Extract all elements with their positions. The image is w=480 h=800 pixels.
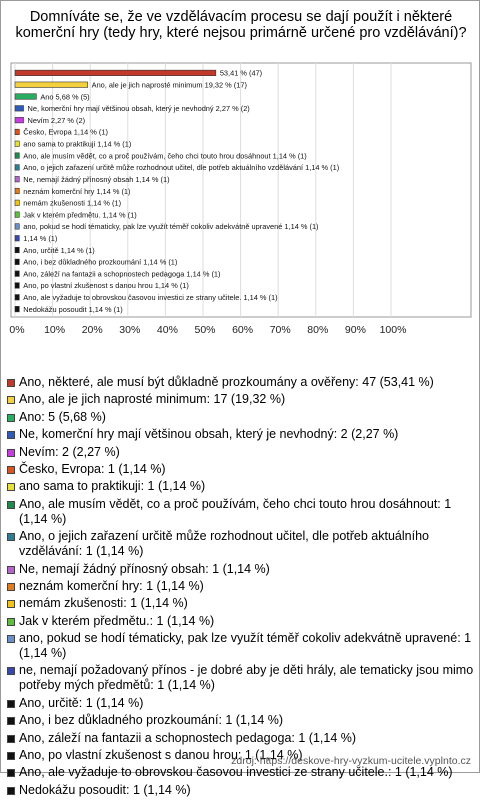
bar-chart (1, 59, 480, 371)
legend-swatch (7, 735, 15, 743)
x-tick-label: 30% (119, 324, 141, 336)
bar (15, 153, 19, 159)
x-tick-label: 50% (194, 324, 216, 336)
bar-label: Česko, Evropa 1,14 % (1) (23, 127, 108, 137)
bar-label: Ano, záleží na fantazii a schopnostech pedagoga 1,14 % (1) (23, 269, 221, 279)
legend-label: Ne, nemají žádný přínosný obsah: 1 (1,14 %) (19, 561, 270, 576)
bar (15, 129, 19, 135)
legend-label: Nevím: 2 (2,27 %) (19, 444, 120, 459)
legend-item (7, 631, 475, 661)
legend-item (7, 427, 475, 442)
bar-label: Ano, ale musím vědět, co a proč používám, čeho chci touto hrou dosáhnout 1,14 % (1) (23, 151, 307, 161)
bar-label: Jak v kterém předmětu. 1,14 % (1) (23, 210, 137, 220)
bar-label: Nevím 2,27 % (2) (27, 115, 86, 125)
bar-label: nemám zkušenosti 1,14 % (1) (23, 198, 122, 208)
bar (15, 259, 19, 265)
bar-label: 53,41 % (47) (219, 68, 263, 78)
legend-swatch (7, 667, 15, 675)
legend-label: neznám komerční hry: 1 (1,14 %) (19, 578, 204, 593)
x-tick-label: 0% (9, 324, 25, 336)
bar-label: ano, pokud se hodí tématicky, pak lze využít téměř cokoliv adekvátně upravené 1,14 % (1) (23, 222, 319, 232)
bar (15, 106, 24, 112)
legend-swatch (7, 717, 15, 725)
legend-label: ne, nemají požadovaný přínos - je dobré aby je děti hrály, ale tematicky jsou mimo potřeby mých předmětů: 1 (1,14 %) (19, 663, 474, 693)
bar (15, 176, 19, 182)
source-note: zdroj: https://deskove-hry-vyzkum-ucitele.vyplnto.cz (231, 755, 471, 767)
legend-swatch (7, 501, 15, 509)
legend-swatch (7, 700, 15, 708)
legend-label: Ano, po vlastní zkušenost s danou hrou: 1 (1,14 %) (19, 748, 303, 763)
bar (15, 283, 19, 289)
legend-swatch (7, 635, 15, 643)
legend-item (7, 663, 475, 693)
bar-label: Ne, komerční hry mají většinou obsah, který je nevhodný 2,27 % (2) (27, 104, 250, 114)
legend-label: Ano, ale vyžaduje to obrovskou časovou investici ze strany učitele.: 1 (1,14 %) (19, 765, 453, 780)
bar-label: Ano, po vlastní zkušenost s danou hrou 1,14 % (1) (23, 281, 189, 291)
x-tick-label: 100% (379, 324, 407, 336)
bar-label: Ano, určitě 1,14 % (1) (23, 245, 95, 255)
bar (15, 306, 19, 312)
legend-item (7, 562, 475, 577)
bar-label: ano sama to praktikuji 1,14 % (1) (23, 139, 132, 149)
legend-label: Nedokážu posoudit: 1 (1,14 %) (19, 782, 191, 797)
legend-swatch (7, 533, 15, 541)
legend-item (7, 375, 475, 390)
bar-label: neznám komerční hry 1,14 % (1) (23, 186, 131, 196)
bar (15, 235, 19, 241)
bar (15, 94, 36, 100)
legend-item (7, 529, 475, 559)
legend-swatch (7, 769, 15, 777)
legend-label: Ano, některé, ale musí být důkladně prozkoumány a ověřeny: 47 (53,41 %) (19, 375, 434, 389)
legend-item (7, 462, 475, 477)
legend-item (7, 497, 475, 527)
bar (15, 188, 19, 194)
x-tick-label: 40% (156, 324, 178, 336)
bar (15, 82, 88, 88)
legend-swatch (7, 449, 15, 457)
legend-label: Česko, Evropa: 1 (1,14 %) (19, 461, 166, 476)
legend-swatch (7, 752, 15, 760)
legend-swatch (7, 600, 15, 608)
legend-swatch (7, 583, 15, 591)
bar-label: Ano 5,68 % (5) (40, 92, 90, 102)
legend-swatch (7, 379, 15, 387)
legend-item (7, 479, 475, 494)
legend-item (7, 579, 475, 594)
bar (15, 212, 19, 218)
bar-label: Nedokážu posoudit 1,14 % (1) (23, 304, 123, 314)
legend-label: Ano, záleží na fantazii a schopnostech pedagoga: 1 (1,14 %) (19, 730, 357, 745)
legend-label: Ano: 5 (5,68 %) (19, 409, 106, 424)
legend-swatch (7, 618, 15, 626)
bar (15, 200, 19, 206)
legend-swatch (7, 431, 15, 439)
x-tick-label: 20% (81, 324, 103, 336)
legend-item (7, 614, 475, 629)
legend-swatch (7, 483, 15, 491)
legend-item (7, 410, 475, 425)
bar (15, 271, 19, 277)
x-tick-label: 10% (44, 324, 66, 336)
bar-label: Ano, ale je jich naprosté minimum 19,32 % (17) (91, 80, 247, 90)
bar (15, 141, 19, 147)
bar-label: 1,14 % (1) (23, 233, 58, 243)
legend-item (7, 445, 475, 460)
x-tick-label: 90% (344, 324, 366, 336)
bar (15, 70, 216, 76)
legend-item (7, 713, 475, 728)
legend-label: nemám zkušenosti: 1 (1,14 %) (19, 596, 188, 611)
chart-legend (7, 375, 475, 800)
legend-label: Ano, o jejich zařazení určitě může rozhodnout učitel, dle potřeb aktuálního vzdělávání: 1 (1,14 %) (19, 529, 429, 559)
legend-label: Jak v kterém předmětu.: 1 (1,14 %) (19, 613, 215, 628)
legend-swatch (7, 566, 15, 574)
bar (15, 295, 19, 301)
legend-swatch (7, 466, 15, 474)
bar (15, 165, 19, 171)
legend-label: Ano, ale je jich naprosté minimum: 17 (19,32 %) (19, 392, 286, 407)
bar-label: Ne, nemají žádný přínosný obsah 1,14 % (1) (23, 174, 170, 184)
bar (15, 247, 19, 253)
legend-label: Ano, ale musím vědět, co a proč používám, čeho chci touto hrou dosáhnout: 1 (1,14 %) (19, 496, 452, 526)
legend-label: Ne, komerční hry mají většinou obsah, který je nevhodný: 2 (2,27 %) (19, 427, 399, 442)
bar (15, 224, 19, 230)
x-tick-label: 70% (269, 324, 291, 336)
bar-label: Ano, ale vyžaduje to obrovskou časovou investici ze strany učitele. 1,14 % (1) (23, 293, 278, 303)
legend-swatch (7, 396, 15, 404)
legend-item (7, 392, 475, 407)
legend-label: Ano, určitě: 1 (1,14 %) (19, 695, 144, 710)
legend-label: ano sama to praktikuji: 1 (1,14 %) (19, 479, 206, 494)
bar-label: Ano, i bez důkladného prozkoumání 1,14 % (1) (23, 257, 178, 267)
legend-item (7, 696, 475, 711)
legend-item (7, 731, 475, 746)
x-tick-label: 80% (307, 324, 329, 336)
x-tick-label: 60% (232, 324, 254, 336)
legend-swatch (7, 414, 15, 422)
legend-label: ano, pokud se hodí tématicky, pak lze využít téměř cokoliv adekvátně upravené: 1 (1,14 %) (19, 631, 472, 661)
bar-label: Ano, o jejich zařazení určitě může rozhodnout učitel, dle potřeb aktuálního vzdělávání 1,14 % (1) (23, 163, 340, 173)
legend-swatch (7, 787, 15, 795)
legend-item (7, 596, 475, 611)
legend-item (7, 783, 475, 798)
chart-title: Domníváte se, že ve vzdělávacím procesu se dají použít i některé komerční hry (tedy hry, které nejsou primárně určené pro vzdělávání)? (15, 9, 467, 41)
bar (15, 117, 24, 123)
legend-label: Ano, i bez důkladného prozkoumání: 1 (1,14 %) (19, 713, 284, 728)
